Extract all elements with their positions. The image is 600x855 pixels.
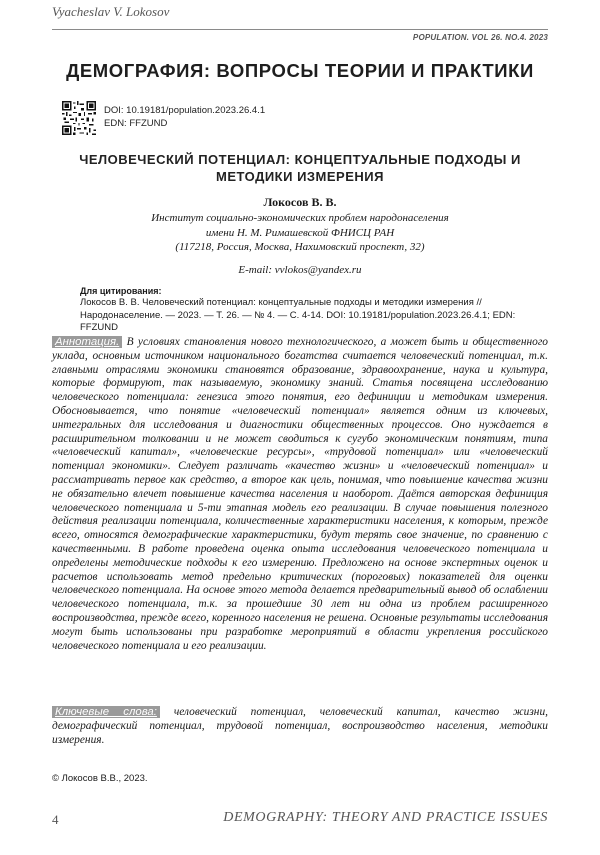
header-rule [52, 29, 548, 30]
doi: DOI: 10.19181/population.2023.26.4.1 [104, 105, 266, 116]
identifiers [104, 104, 265, 130]
abstract [52, 336, 548, 653]
abstract-text: В условиях становления нового технологического, а может быть и общественного уклада, основным источником национального богатства считается человеческий потенциал, т.к. главными отраслями экономики становятся образование, здравоохранение, наука и культура, которые формируют, так называемую, экономику знаний. Статья посвящена исследованию человеческого потенциала: генезиса этого понятия, его дефиниции и методикам измерения. Обосновывается, что понятие «человеческий потенциал» является одним из ключевых, интегральных для исследования и диагностики общественных процессов. Оно нуждается в расширительном толковании и не может сводиться к сугубо экономическим понятиям, типа «человеческий капитал», «человеческие ресурсы», «трудовой потенциал» или «человеческий потенциал экономики». Следует различать «качество жизни» и «человеческий потенциал» и рассматривать первое как средство, а второе как цель, понимая, что повышение качества жизни не обязательно влечет повышение качества населения и наоборот. Даётся авторская дефиниция человеческого потенциала и 5-ти этапная модель его реализации. В случае повышения полезного действия реализации потенциала, количественные характеристики населения, к которым, прежде всего, относятся демографические характеристики, будут терять свое значение, по сравнению с качественными. В работе проведена оценка опыта исследования человеческого потенциала и определены методические подходы к его измерению. Предложено на основе экспертных оценок и расчетов использовать метод предельно критических (пороговых) показателей для оценки человеческого потенциала. На основе этого метода делается предварительный вывод об ослаблении человеческого потенциала, т.к. за прошедшие 30 лет ни одна из проблем расширенного воспроизводства, прежде всего, коренного населения не решена. Основные результаты исследования могут быть использованы при разработке мероприятий в области укрепления российского человеческого потенциала и его реализации. [52, 336, 548, 652]
affiliation-line: имени Н. М. Римашевской ФНИСЦ РАН [205, 226, 395, 239]
page-number: 4 [52, 812, 59, 827]
footer-journal-title: DEMOGRAPHY: THEORY AND PRACTICE ISSUES [223, 810, 548, 825]
article-title: ЧЕЛОВЕЧЕСКИЙ ПОТЕНЦИАЛ: КОНЦЕПТУАЛЬНЫЕ ПОДХОДЫ И МЕТОДИКИ ИЗМЕРЕНИЯ [79, 152, 521, 184]
qr-code-icon [62, 101, 96, 135]
keywords [52, 705, 548, 747]
journal-issue: POPULATION. VOL 26. NO.4. 2023 [412, 33, 548, 42]
email: E-mail: vvlokos@yandex.ru [238, 264, 362, 276]
citation-text: Локосов В. В. Человеческий потенциал: концептуальные подходы и методики измерения // Народонаселение. — 2023. — Т. 26. — № 4. — С. 4-14. DOI: 10.19181/population.2023.26.4.1; EDN: FFZUND [80, 297, 516, 333]
copyright: © Локосов В.В., 2023. [52, 773, 148, 784]
keywords-label: Ключевые слова: [52, 706, 160, 718]
affiliation-line: Институт социально-экономических проблем народонаселения [151, 212, 449, 224]
affiliation-line: (117218, Россия, Москва, Нахимовский проспект, 32) [175, 241, 425, 253]
keywords-text: человеческий потенциал, человеческий капитал, качество жизни, демографический потенциал, трудовой потенциал, воспроизводство населения, методики измерения. [52, 706, 548, 746]
abstract-label: Аннотация. [52, 336, 122, 348]
journal-title: ДЕМОГРАФИЯ: ВОПРОСЫ ТЕОРИИ И ПРАКТИКИ [66, 60, 534, 81]
author: Локосов В. В. [263, 195, 337, 209]
affiliation [70, 211, 530, 255]
edn: EDN: FFZUND [104, 118, 168, 129]
running-author: Vyacheslav V. Lokosov [52, 4, 170, 19]
citation-heading: Для цитирования: [80, 286, 162, 296]
